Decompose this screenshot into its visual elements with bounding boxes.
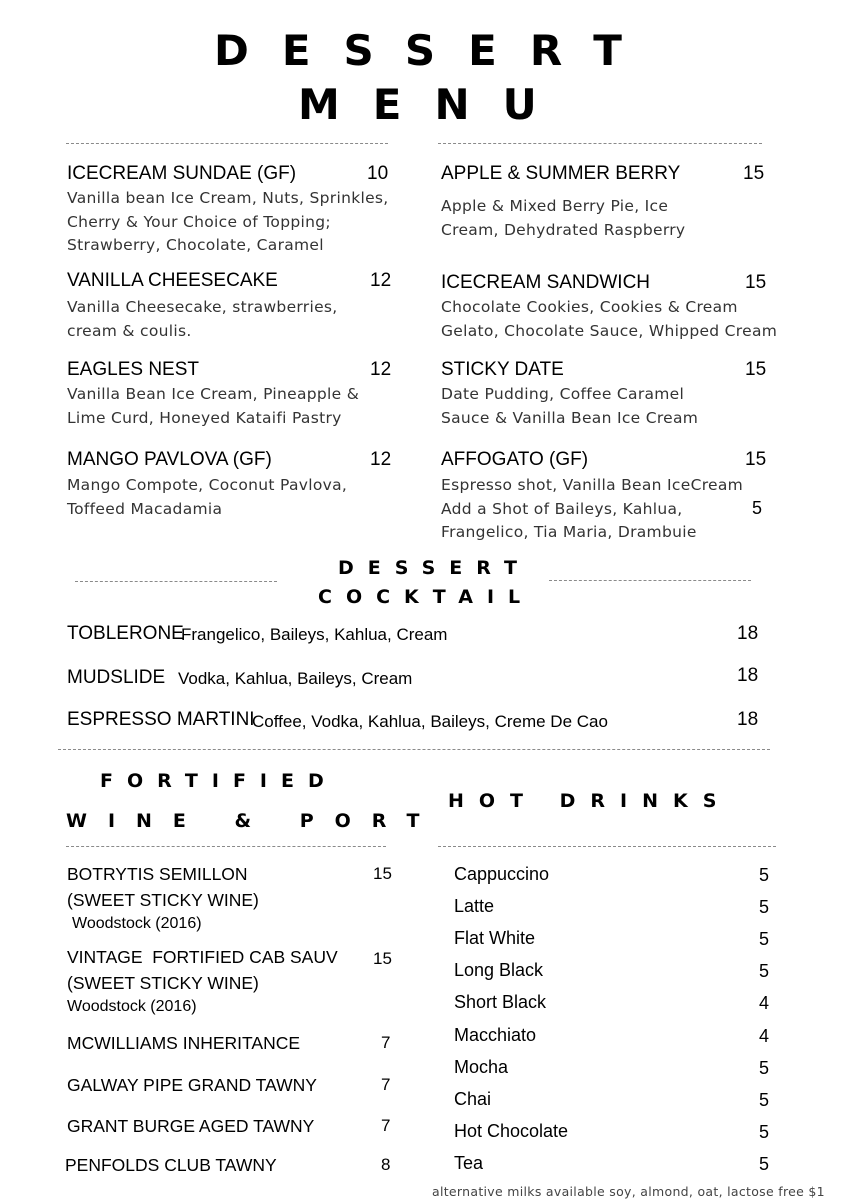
cocktail-price: 18 xyxy=(737,665,759,686)
dessert-name: STICKY DATE xyxy=(441,359,564,380)
wine-name: PENFOLDS CLUB TAWNY xyxy=(65,1155,277,1175)
divider xyxy=(66,143,388,144)
hot-drink-name: Macchiato xyxy=(454,1024,537,1045)
dessert-name: APPLE & SUMMER BERRY xyxy=(441,163,681,184)
cocktail-description: Frangelico, Baileys, Kahlua, Cream xyxy=(181,625,448,644)
dessert-description: Apple & Mixed Berry Pie, Ice Cream, Dehydrated Raspberry xyxy=(441,197,686,239)
hot-drink-price: 4 xyxy=(759,1025,770,1046)
hot-drink-price: 5 xyxy=(759,1089,770,1110)
hot-drink-price: 5 xyxy=(759,865,770,885)
hot-drink-price: 4 xyxy=(759,993,770,1014)
dessert-name: MANGO PAVLOVA (GF) xyxy=(67,449,272,470)
cocktail-price: 18 xyxy=(737,709,759,730)
hot-drink-price: 5 xyxy=(759,1121,770,1142)
wine-name: GALWAY PIPE GRAND TAWNY xyxy=(67,1075,317,1095)
divider xyxy=(438,846,776,847)
dessert-price: 12 xyxy=(370,359,392,380)
cocktail-price: 18 xyxy=(737,623,759,644)
fortified-heading-line1: FORTIFIED xyxy=(100,770,338,792)
dessert-description: Chocolate Cookies, Cookies & Cream Gelato, Chocolate Sauce, Whipped Cream xyxy=(441,298,778,340)
hot-drink-price: 5 xyxy=(759,1057,770,1078)
addon-price: 5 xyxy=(752,498,763,518)
wine-price: 7 xyxy=(381,1075,391,1094)
dessert-price: 15 xyxy=(743,163,765,184)
dessert-name: ICECREAM SANDWICH xyxy=(441,272,651,293)
cocktail-description: Vodka, Kahlua, Baileys, Cream xyxy=(178,669,413,688)
dessert-description: Vanilla Bean Ice Cream, Pineapple & Lime Curd, Honeyed Kataifi Pastry xyxy=(67,385,360,427)
wine-name: GRANT BURGE AGED TAWNY xyxy=(67,1116,315,1136)
dessert-price: 15 xyxy=(745,449,767,470)
hot-drink-name: Chai xyxy=(454,1088,492,1109)
dessert-name: EAGLES NEST xyxy=(67,359,199,380)
hot-drink-name: Long Black xyxy=(454,960,544,981)
wine-name: VINTAGE FORTIFIED CAB SAUV xyxy=(67,947,338,967)
hot-drinks-heading: HOT DRINKS xyxy=(448,790,732,812)
menu-title-line1: DESSERT xyxy=(214,26,655,75)
wine-producer: Woodstock (2016) xyxy=(67,998,197,1015)
divider xyxy=(438,143,762,144)
hot-drink-name: Mocha xyxy=(454,1056,509,1077)
wine-producer: Woodstock (2016) xyxy=(72,915,202,932)
hot-drink-price: 5 xyxy=(759,929,770,950)
dessert-description: Espresso shot, Vanilla Bean IceCream Add a Shot of Baileys, Kahlua, Frangelico, Tia Maria, Drambuie xyxy=(441,476,744,541)
wine-price: 8 xyxy=(381,1155,391,1174)
wine-price: 15 xyxy=(373,864,392,883)
wine-style: (SWEET STICKY WINE) xyxy=(67,890,259,910)
divider xyxy=(58,749,770,750)
alternative-milks-note: alternative milks available soy, almond, oat, lactose free $1 xyxy=(432,1184,825,1199)
hot-drink-name: Hot Chocolate xyxy=(454,1120,569,1141)
cocktail-name: TOBLERONE xyxy=(67,623,184,644)
dessert-price: 15 xyxy=(745,272,767,293)
hot-drink-name: Cappuccino xyxy=(454,864,550,884)
dessert-name: VANILLA CHEESECAKE xyxy=(67,270,278,291)
dessert-description: Mango Compote, Coconut Pavlova, Toffeed Macadamia xyxy=(67,476,348,518)
cocktail-heading-line2: COCKTAIL xyxy=(318,586,535,608)
divider xyxy=(75,581,277,582)
dessert-name: ICECREAM SUNDAE (GF) xyxy=(67,163,297,184)
cocktail-name: MUDSLIDE xyxy=(67,667,166,688)
dessert-description: Vanilla bean Ice Cream, Nuts, Sprinkles, Cherry & Your Choice of Topping; Strawberry, Chocolate, Caramel xyxy=(67,189,389,254)
cocktail-description: Coffee, Vodka, Kahlua, Baileys, Creme De Cao xyxy=(252,712,608,731)
dessert-name: AFFOGATO (GF) xyxy=(441,449,589,470)
wine-price: 7 xyxy=(381,1033,391,1052)
dessert-description: Date Pudding, Coffee Caramel Sauce & Vanilla Bean Ice Cream xyxy=(441,385,699,427)
hot-drink-price: 5 xyxy=(759,897,770,918)
dessert-description: Vanilla Cheesecake, strawberries, cream & coulis. xyxy=(67,298,338,340)
hot-drink-name: Tea xyxy=(454,1152,484,1173)
cocktail-heading-line1: DESSERT xyxy=(338,557,531,579)
wine-name: BOTRYTIS SEMILLON xyxy=(67,864,248,884)
hot-drink-price: 5 xyxy=(759,1153,770,1174)
wine-price: 15 xyxy=(373,949,392,968)
dessert-price: 10 xyxy=(367,163,389,184)
wine-price: 7 xyxy=(381,1116,391,1135)
hot-drink-price: 5 xyxy=(759,961,770,982)
dessert-price: 12 xyxy=(370,449,392,470)
wine-style: (SWEET STICKY WINE) xyxy=(67,973,259,993)
cocktail-name: ESPRESSO MARTINI xyxy=(67,709,255,730)
dessert-price: 15 xyxy=(745,359,767,380)
menu-title-line2: MENU xyxy=(298,80,570,129)
hot-drink-name: Latte xyxy=(454,896,495,917)
dessert-price: 12 xyxy=(370,270,392,291)
divider xyxy=(549,580,751,581)
hot-drink-name: Short Black xyxy=(454,992,547,1013)
hot-drink-name: Flat White xyxy=(454,928,536,949)
wine-name: MCWILLIAMS INHERITANCE xyxy=(67,1033,301,1053)
divider xyxy=(66,846,386,847)
fortified-heading-line2: WINE & PORT xyxy=(66,810,441,832)
